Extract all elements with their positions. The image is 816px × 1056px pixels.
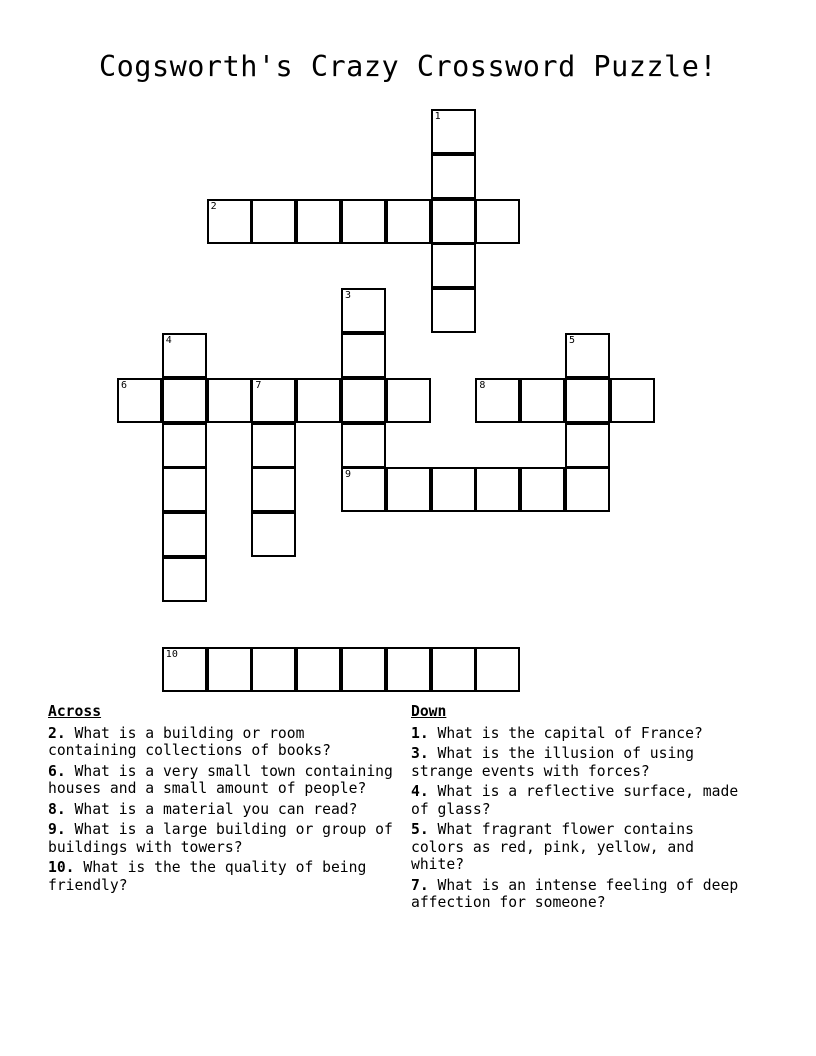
grid-cell[interactable] (207, 378, 252, 423)
grid-cell[interactable] (610, 378, 655, 423)
clue-number: 10. (48, 859, 75, 876)
grid-cell[interactable] (475, 467, 520, 512)
clue-down-7 (411, 877, 751, 912)
grid-cell[interactable] (207, 199, 252, 244)
grid-cell[interactable] (431, 647, 476, 692)
grid-cell[interactable] (475, 199, 520, 244)
grid-cell[interactable] (565, 467, 610, 512)
cell-number: 10 (165, 648, 178, 660)
grid-cell[interactable] (251, 467, 296, 512)
grid-cell[interactable] (386, 647, 431, 692)
cell-number: 9 (345, 469, 352, 481)
grid-cell[interactable] (296, 647, 341, 692)
grid-cell[interactable] (431, 467, 476, 512)
clue-text: What is a reflective surface, made of glass? (411, 783, 739, 818)
grid-cell[interactable] (341, 199, 386, 244)
clue-number: 5. (411, 821, 429, 838)
grid-cell[interactable] (162, 512, 207, 557)
grid-cell[interactable] (341, 647, 386, 692)
clue-number: 2. (48, 724, 66, 742)
cell-number: 6 (121, 379, 128, 391)
grid-cell[interactable] (386, 378, 431, 423)
grid-cell[interactable] (251, 378, 296, 423)
grid-cell[interactable] (162, 378, 207, 423)
grid-cell[interactable] (341, 288, 386, 333)
clue-number: 6. (48, 762, 66, 780)
clue-number: 9. (48, 821, 66, 838)
grid-cell[interactable] (251, 512, 296, 557)
clue-text: What is a large building or group of buildings with towers? (48, 821, 393, 856)
clue-down-4 (411, 783, 751, 818)
clue-down-3 (411, 745, 751, 780)
cell-number: 8 (479, 379, 486, 391)
grid-cell[interactable] (296, 378, 341, 423)
grid-cell[interactable] (251, 647, 296, 692)
grid-cell[interactable] (162, 423, 207, 468)
grid-cell[interactable] (431, 109, 476, 154)
grid-cell[interactable] (431, 199, 476, 244)
clue-text: What is the illusion of using strange events with forces? (411, 745, 694, 780)
clue-across-2 (48, 725, 398, 760)
clue-text: What is an intense feeling of deep affection for someone? (411, 876, 739, 911)
grid-cell[interactable] (341, 333, 386, 378)
grid-cell[interactable] (431, 288, 476, 333)
grid-cell[interactable] (341, 378, 386, 423)
clue-text: What is a material you can read? (74, 800, 358, 818)
clue-text: What is a building or room containing collections of books? (48, 724, 331, 759)
grid-cell[interactable] (296, 199, 341, 244)
down-heading: Down (411, 703, 447, 720)
clue-number: 4. (411, 783, 429, 800)
clue-text: What is the capital of France? (437, 724, 703, 742)
cell-number: 2 (210, 200, 217, 212)
grid-cell[interactable] (565, 378, 610, 423)
grid-cell[interactable] (162, 647, 207, 692)
grid-cell[interactable] (207, 647, 252, 692)
clue-number: 7. (411, 876, 429, 894)
grid-cell[interactable] (520, 378, 565, 423)
grid-cell[interactable] (251, 199, 296, 244)
clue-down-1 (411, 725, 751, 743)
cell-number: 3 (345, 290, 352, 302)
grid-cell[interactable] (565, 423, 610, 468)
grid-cell[interactable] (341, 423, 386, 468)
down-clues (411, 703, 751, 915)
grid-cell[interactable] (565, 333, 610, 378)
clue-number: 3. (411, 745, 429, 762)
clue-text: What fragrant flower contains colors as red, pink, yellow, and white? (411, 821, 694, 873)
clue-number: 8. (48, 800, 66, 818)
grid-cell[interactable] (386, 199, 431, 244)
clue-text: What is a very small town containing houses and a small amount of people? (48, 762, 393, 797)
grid-cell[interactable] (162, 467, 207, 512)
clue-across-6 (48, 763, 398, 798)
grid-cell[interactable] (117, 378, 162, 423)
grid-cell[interactable] (162, 333, 207, 378)
across-clues (48, 703, 398, 897)
grid-cell[interactable] (341, 467, 386, 512)
clue-across-8 (48, 801, 398, 819)
across-heading: Across (48, 703, 102, 720)
cell-number: 5 (569, 335, 576, 346)
grid-cell[interactable] (475, 378, 520, 423)
grid-cell[interactable] (520, 467, 565, 512)
grid-cell[interactable] (386, 467, 431, 512)
cell-number: 4 (165, 335, 172, 346)
grid-cell[interactable] (431, 154, 476, 199)
clue-across-10 (48, 859, 398, 894)
clue-text: What is the the quality of being friendly? (48, 859, 367, 894)
grid-cell[interactable] (431, 243, 476, 288)
grid-cell[interactable] (251, 423, 296, 468)
grid-cell[interactable] (475, 647, 520, 692)
clue-number: 1. (411, 724, 429, 742)
clue-down-5 (411, 821, 751, 874)
cell-number: 1 (434, 111, 441, 122)
clue-across-9 (48, 821, 398, 856)
page-title: Cogsworth's Crazy Crossword Puzzle! (98, 50, 718, 83)
grid-cell[interactable] (162, 557, 207, 602)
cell-number: 7 (255, 379, 262, 391)
